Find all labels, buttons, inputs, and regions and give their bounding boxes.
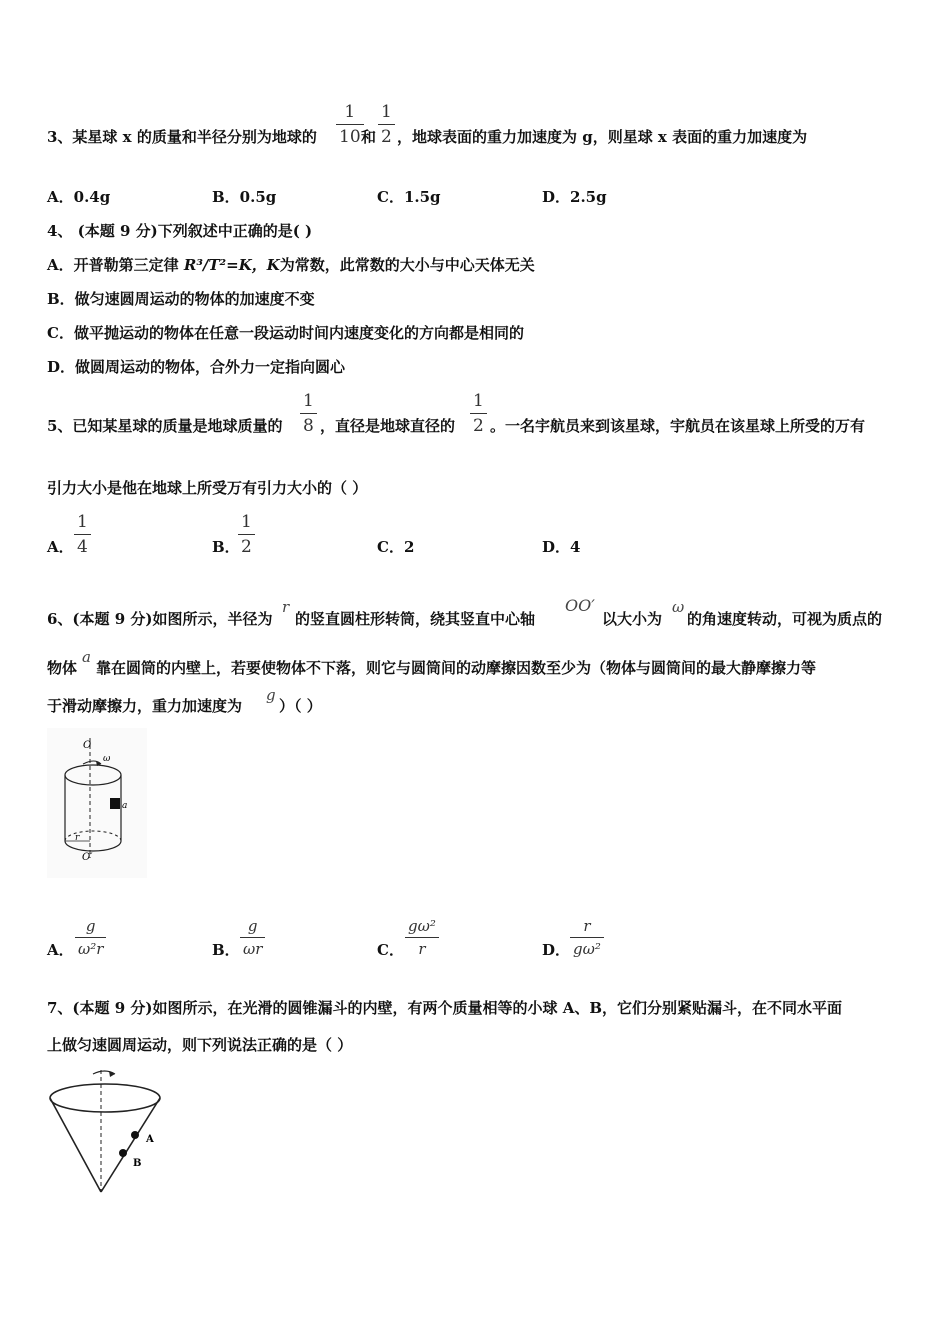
q5-option-a[interactable]: A． <box>47 538 74 556</box>
q6-fig-label-r: r <box>75 833 80 843</box>
q5-option-a-fraction: 1 4 <box>74 511 91 558</box>
q5-fraction-diameter: 1 2 <box>470 390 487 437</box>
q5-option-c[interactable]: C．2 <box>377 538 415 556</box>
q7-stem-line1: 7、(本题 9 分)如图所示，在光滑的圆锥漏斗的内壁，有两个质量相等的小球 A、B，它们分别紧贴漏斗，在不同水平面 <box>47 999 843 1017</box>
q5-stem-line2: 引力大小是他在地球上所受万有引力大小的（ ） <box>47 479 368 497</box>
q6-stem-line1-b: 的竖直圆柱形转筒，绕其竖直中心轴 <box>295 610 536 628</box>
q6-symbol-axis: OO′ <box>565 596 595 615</box>
q6-symbol-omega: ω <box>672 598 685 616</box>
q7-stem-line2: 上做匀速圆周运动，则下列说法正确的是（ ） <box>47 1036 353 1054</box>
q6-stem-line2: 物体 <box>47 659 78 677</box>
q3-option-c[interactable]: C．1.5g <box>377 188 441 206</box>
q3-stem: 3、某星球 x 的质量和半径分别为地球的 <box>47 128 317 146</box>
q3-option-a[interactable]: A．0.4g <box>47 188 111 206</box>
q6-option-b-fraction: g ωr <box>240 916 265 959</box>
q4-stem: 4、 (本题 9 分)下列叙述中正确的是( ) <box>47 222 313 240</box>
q6-option-c-fraction: gω² r <box>405 916 439 959</box>
q5-option-b-fraction: 1 2 <box>238 511 255 558</box>
q6-stem-line3: 于滑动摩擦力，重力加速度为 <box>47 697 243 715</box>
q6-stem-line2-b: 靠在圆筒的内壁上，若要使物体不下落，则它与圆筒间的动摩擦因数至少为（物体与圆筒间的最大静摩擦力等 <box>96 659 817 677</box>
q6-option-b[interactable]: B． <box>212 941 240 959</box>
q5-option-b[interactable]: B． <box>212 538 240 556</box>
q6-stem-line3-b: ）（ ） <box>279 697 322 715</box>
q5-stem-tail: 。一名宇航员来到该星球，宇航员在该星球上所受的万有 <box>490 417 866 435</box>
q6-option-a-fraction: g ω²r <box>75 916 106 959</box>
q6-symbol-g: g <box>266 686 276 704</box>
kepler-formula: R³/T²=K，K <box>183 256 280 274</box>
q5-stem: 5、已知某星球的质量是地球质量的 <box>47 417 283 435</box>
q3-fraction-radius: 1 2 <box>378 101 395 148</box>
q7-fig-label-a: A <box>146 1134 154 1145</box>
q6-option-d-fraction: r gω² <box>570 916 604 959</box>
q6-symbol-r: r <box>282 598 290 616</box>
q6-fig-label-o-top: O <box>83 740 92 751</box>
q6-stem-line1-c: 以大小为 <box>602 610 663 628</box>
q6-option-d[interactable]: D． <box>542 941 571 959</box>
q3-fraction-mass: 1 10 <box>336 101 364 148</box>
q4-option-a[interactable]: A．开普勒第三定律 R³/T²=K，K为常数，此常数的大小与中心天体无关 <box>47 256 535 274</box>
q5-fraction-mass: 1 8 <box>300 390 317 437</box>
q3-and: 和 <box>361 128 377 146</box>
q4-option-d[interactable]: D．做圆周运动的物体，合外力一定指向圆心 <box>47 358 346 376</box>
q3-option-d[interactable]: D．2.5g <box>542 188 607 206</box>
q6-option-a[interactable]: A． <box>47 941 74 959</box>
q6-option-c[interactable]: C． <box>377 941 404 959</box>
q5-stem-mid: ，直径是地球直径的 <box>320 417 456 435</box>
q5-option-d[interactable]: D．4 <box>542 538 581 556</box>
q6-stem-line1: 6、(本题 9 分)如图所示，半径为 <box>47 610 273 628</box>
q6-fig-label-o-bottom: O′ <box>82 852 93 863</box>
q3-option-b[interactable]: B．0.5g <box>212 188 277 206</box>
q6-stem-line1-d: 的角速度转动，可视为质点的 <box>687 610 883 628</box>
q6-fig-label-a: a <box>122 801 128 811</box>
q3-stem-tail: ，地球表面的重力加速度为 g，则星球 x 表面的重力加速度为 <box>397 128 808 146</box>
q4-option-c[interactable]: C．做平抛运动的物体在任意一段运动时间内速度变化的方向都是相同的 <box>47 324 524 342</box>
q7-cone-figure <box>47 1068 167 1198</box>
q6-cylinder-figure <box>47 728 147 878</box>
q7-fig-label-b: B <box>133 1158 142 1169</box>
q6-fig-label-omega: ω <box>103 754 111 764</box>
q6-symbol-a: a <box>82 648 91 666</box>
q4-option-b[interactable]: B．做匀速圆周运动的物体的加速度不变 <box>47 290 315 308</box>
